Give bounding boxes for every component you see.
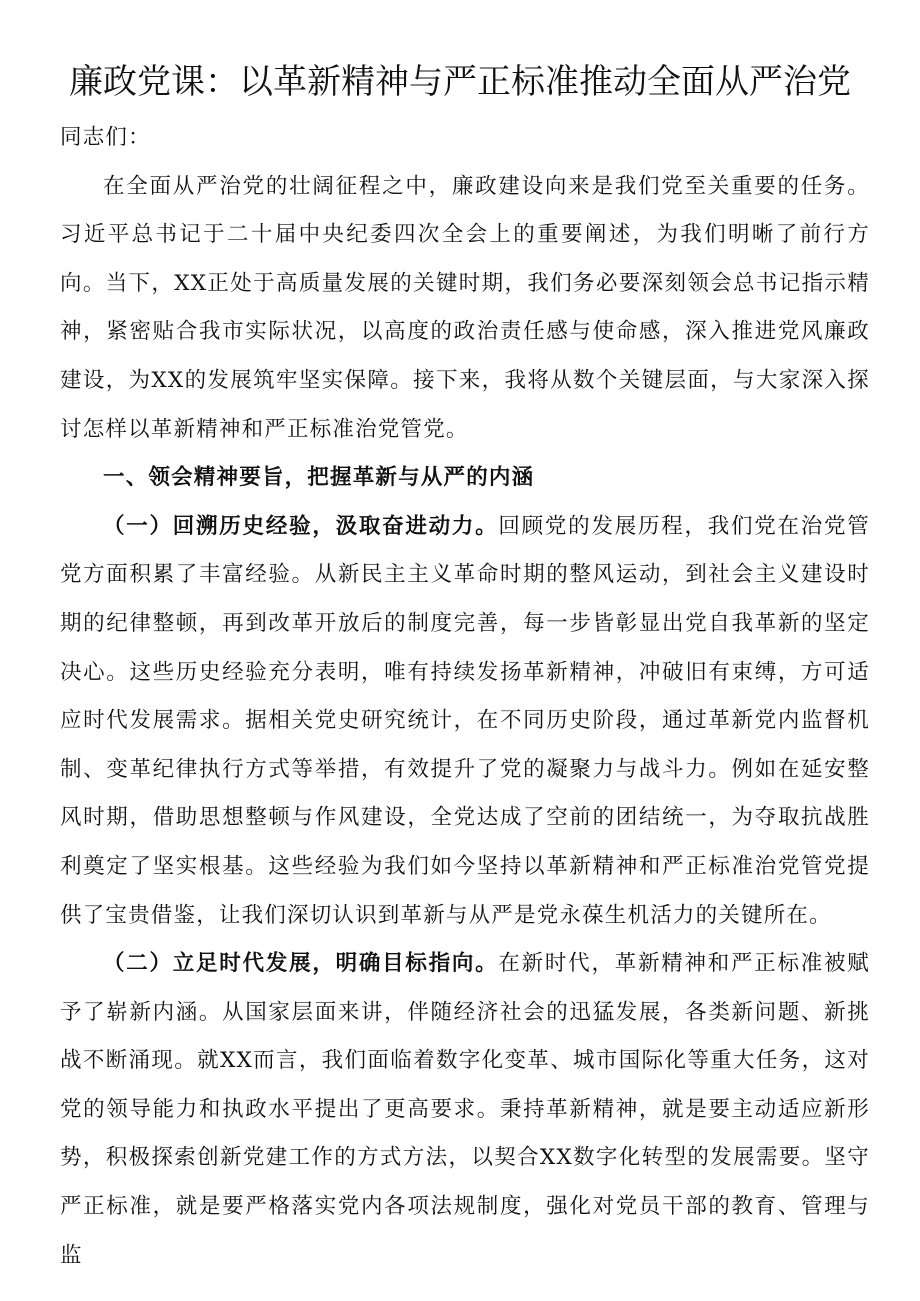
greeting: 同志们： <box>60 125 151 150</box>
paragraph-lead: （一）回溯历史经验，汲取奋进动力。 <box>103 513 499 539</box>
paragraph-text: 在新时代，革新精神和严正标准被赋予了崭新内涵。从国家层面来讲，伴随经济社会的迅猛发展，各类新问题、新挑战不断涌现。就XX而言，我们面临着数字化变革、城市国际化等重大任务，这对党的领导能力和执政水平提出了更高要求。秉持革新精神，就是要主动适应新形势，积极探索创新党建工作的方式方法，以契合XX数字化转型的发展需要。坚守严正标准，就是要严格落实党内各项法规制度，强化对党员干部的教育、管理与监 <box>60 951 870 1268</box>
intro-paragraph: 在全面从严治党的壮阔征程之中，廉政建设向来是我们党至关重要的任务。习近平总书记于二十届中央纪委四次全会上的重要阐述，为我们明晰了前行方向。当下，XX正处于高质量发展的关键时期，我们务必要深刻领会总书记指示精神，紧密贴合我市实际状况，以高度的政治责任感与使命感，深入推进党风廉政建设，为XX的发展筑牢坚实保障。接下来，我将从数个关键层面，与大家深入探讨怎样以革新精神和严正标准治党管党。 <box>60 173 870 442</box>
document-body <box>60 114 870 1280</box>
document-title: 廉政党课：以革新精神与严正标准推动全面从严治党 <box>69 62 851 102</box>
paragraph-text: 回顾党的发展历程，我们党在治党管党方面积累了丰富经验。从新民主主义革命时期的整风运动，到社会主义建设时期的纪律整顿，再到改革开放后的制度完善，每一步皆彰显出党自我革新的坚定决心。这些历史经验充分表明，唯有持续发扬革新精神，冲破旧有束缚，方可适应时代发展需求。据相关党史研究统计，在不同历史阶段，通过革新党内监督机制、变革纪律执行方式等举措，有效提升了党的凝聚力与战斗力。例如在延安整风时期，借助思想整顿与作风建设，全党达成了空前的团结统一，为夺取抗战胜利奠定了坚实根基。这些经验为我们如今坚持以革新精神和严正标准治党管党提供了宝贵借鉴，让我们深切认识到革新与从严是党永葆生机活力的关键所在。 <box>60 513 870 928</box>
paragraph-lead: （二）立足时代发展，明确目标指向。 <box>103 951 499 977</box>
paragraph-history <box>60 503 870 940</box>
paragraph-times <box>60 940 870 1280</box>
section-heading: 一、领会精神要旨，把握革新与从严的内涵 <box>103 465 535 491</box>
